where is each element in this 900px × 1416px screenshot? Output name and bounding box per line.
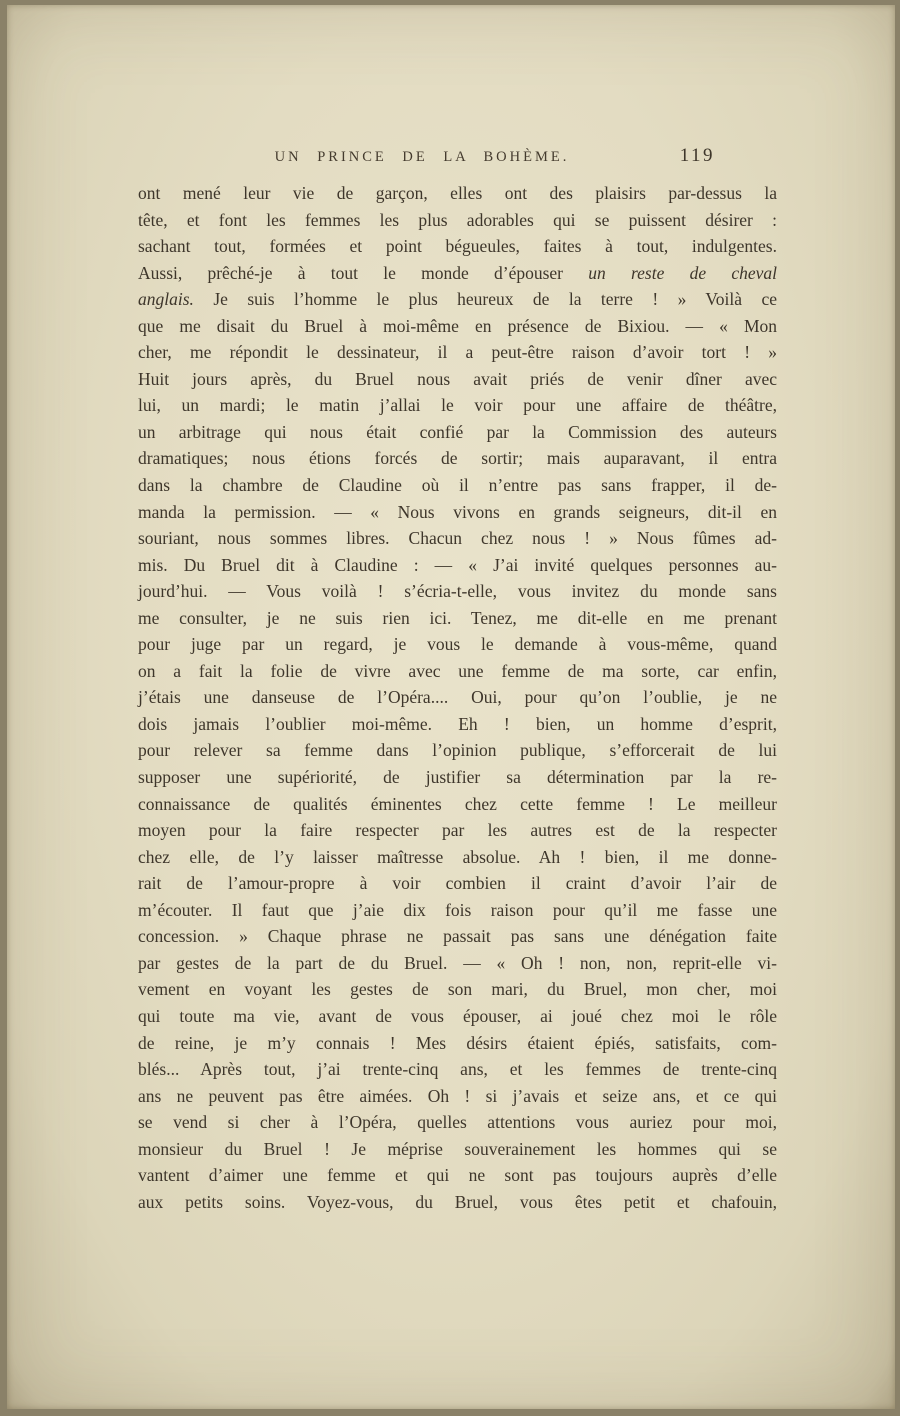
page-header: [137, 147, 777, 175]
text-segment: m’écouter. Il faut que j’aie dix fois raison pour qu’il me fasse une: [138, 899, 777, 920]
text-line: [138, 233, 777, 260]
text-segment: vement en voyant les gestes de son mari, du Bruel, mon cher, moi: [138, 979, 777, 1000]
text-line: [138, 525, 777, 552]
text-segment: j’étais une danseuse de l’Opéra.... Oui, pour qu’on l’oublie, je ne: [138, 687, 777, 708]
text-segment: dois jamais l’oublier moi-même. Eh ! bien, un homme d’esprit,: [138, 713, 777, 734]
text-line: [138, 711, 777, 738]
text-segment: lui, un mardi; le matin j’allai le voir pour une affaire de théâtre,: [138, 395, 777, 416]
italic-text-segment: anglais.: [138, 289, 194, 310]
text-line: [138, 366, 777, 393]
text-line: [138, 1030, 777, 1057]
text-line: [138, 870, 777, 897]
text-line: [138, 1083, 777, 1110]
text-line: [138, 578, 777, 605]
text-line: [138, 605, 777, 632]
text-line: [138, 844, 777, 871]
text-line: [138, 260, 777, 287]
text-segment: moyen pour la faire respecter par les autres est de la respecter: [138, 820, 777, 841]
text-line: [138, 737, 777, 764]
text-segment: connaissance de qualités éminentes chez cette femme ! Le meilleur: [138, 793, 777, 814]
text-segment: dramatiques; nous étions forcés de sortir; mais auparavant, il entra: [138, 448, 777, 469]
text-line: [138, 1162, 777, 1189]
text-segment: Aussi, prêché-je à tout le monde d’épouser: [138, 262, 589, 283]
text-segment: Je suis l’homme le plus heureux de la terre ! » Voilà ce: [193, 289, 777, 310]
text-segment: sachant tout, formées et point bégueules, faites à tout, indulgentes.: [138, 236, 777, 257]
page-number: 119: [679, 145, 715, 166]
text-segment: pour relever sa femme dans l’opinion publique, s’efforcerait de lui: [138, 740, 777, 761]
text-line: [138, 1136, 777, 1163]
text-segment: souriant, nous sommes libres. Chacun chez nous ! » Nous fûmes ad-: [138, 528, 777, 549]
text-line: [138, 950, 777, 977]
text-line: [138, 180, 777, 207]
text-segment: Huit jours après, du Bruel nous avait priés de venir dîner avec: [138, 368, 777, 389]
text-line: [138, 339, 777, 366]
text-segment: de reine, je m’y connais ! Mes désirs étaient épiés, satisfaits, com-: [138, 1032, 777, 1053]
text-segment: manda la permission. — « Nous vivons en grands seigneurs, dit-il en: [138, 501, 777, 522]
text-line: [138, 631, 777, 658]
text-segment: jourd’hui. — Vous voilà ! s’écria-t-elle, vous invitez du monde sans: [138, 581, 777, 602]
text-line: [138, 472, 777, 499]
text-line: [138, 552, 777, 579]
text-segment: monsieur du Bruel ! Je méprise souverainement les hommes qui se: [138, 1138, 777, 1159]
text-line: [138, 1003, 777, 1030]
text-line: [138, 499, 777, 526]
text-line: [138, 313, 777, 340]
text-segment: blés... Après tout, j’ai trente-cinq ans, et les femmes de trente-cinq: [138, 1059, 777, 1080]
text-line: [138, 658, 777, 685]
text-segment: un arbitrage qui nous était confié par la Commission des auteurs: [138, 421, 777, 442]
text-line: [138, 1189, 777, 1216]
text-line: [138, 392, 777, 419]
text-segment: ans ne peuvent pas être aimées. Oh ! si j’avais et seize ans, et ce qui: [138, 1085, 777, 1106]
text-segment: par gestes de la part de du Bruel. — « Oh ! non, non, reprit-elle vi-: [138, 952, 777, 973]
text-segment: pour juge par un regard, je vous le demande à vous-même, quand: [138, 634, 777, 655]
text-line: [138, 1109, 777, 1136]
paper-surface: [7, 5, 895, 1409]
text-line: [138, 923, 777, 950]
text-segment: chez elle, de l’y laisser maîtresse absolue. Ah ! bien, il me donne-: [138, 846, 777, 867]
text-line: [138, 684, 777, 711]
text-line: [138, 1056, 777, 1083]
italic-text-segment: un reste de cheval: [588, 262, 777, 283]
text-segment: me consulter, je ne suis rien ici. Tenez, me dit-elle en me prenant: [138, 607, 777, 628]
text-segment: aux petits soins. Voyez-vous, du Bruel, vous êtes petit et chafouin,: [138, 1191, 777, 1212]
text-line: [138, 286, 777, 313]
text-segment: mis. Du Bruel dit à Claudine : — « J’ai invité quelques personnes au-: [138, 554, 777, 575]
text-line: [138, 419, 777, 446]
text-segment: cher, me répondit le dessinateur, il a peut-être raison d’avoir tort ! »: [138, 342, 777, 363]
text-line: [138, 764, 777, 791]
text-lines: [138, 180, 777, 1215]
text-segment: qui toute ma vie, avant de vous épouser, ai joué chez moi le rôle: [138, 1005, 777, 1026]
text-segment: tête, et font les femmes les plus adorables qui se puissent désirer :: [138, 209, 777, 230]
running-title: UN PRINCE DE LA BOHÈME.: [274, 149, 570, 165]
text-segment: rait de l’amour-propre à voir combien il craint d’avoir l’air de: [138, 873, 777, 894]
text-segment: concession. » Chaque phrase ne passait pas sans une dénégation faite: [138, 926, 777, 947]
text-segment: ont mené leur vie de garçon, elles ont des plaisirs par-dessus la: [138, 183, 777, 203]
text-segment: supposer une supériorité, de justifier sa détermination par la re-: [138, 767, 777, 788]
text-segment: dans la chambre de Claudine où il n’entre pas sans frapper, il de-: [138, 475, 777, 496]
text-line: [138, 445, 777, 472]
text-segment: on a fait la folie de vivre avec une femme de ma sorte, car enfin,: [138, 660, 777, 681]
text-line: [138, 976, 777, 1003]
text-line: [138, 897, 777, 924]
text-line: [138, 817, 777, 844]
text-segment: que me disait du Bruel à moi-même en présence de Bixiou. — « Mon: [138, 315, 777, 336]
text-segment: se vend si cher à l’Opéra, quelles attentions vous auriez pour moi,: [138, 1112, 777, 1133]
text-segment: vantent d’aimer une femme et qui ne sont pas toujours auprès d’elle: [138, 1165, 777, 1186]
text-line: [138, 791, 777, 818]
text-line: [138, 207, 777, 234]
